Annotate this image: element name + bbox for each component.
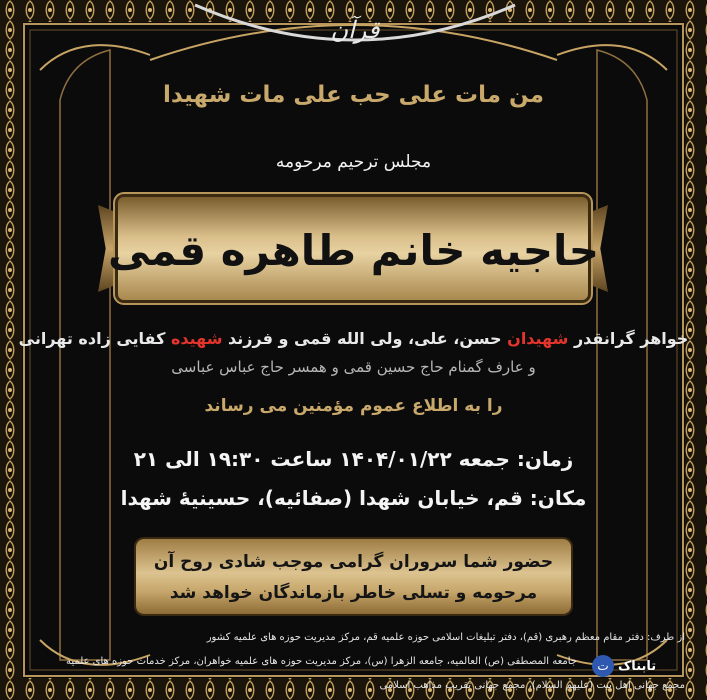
deceased-name: حاجیه خانم طاهره قمی	[107, 226, 600, 275]
credits-line-2: جامعه المصطفی (ص) العالمیه، جامعه الزهرا (س)، مرکز مدیریت حوزه های علمیه خواهران، مرکز خدمات حوزه های علمیه	[66, 656, 577, 667]
time-line: زمان: جمعه ۱۴۰۴/۰۱/۲۲ ساعت ۱۹:۳۰ الی ۲۱	[133, 447, 574, 471]
place-line: مکان: قم، خیابان شهدا (صفائیه)، حسینیهٔ شهدا	[120, 486, 587, 510]
martyrs-word: شهیدان	[507, 329, 569, 348]
credits-line-3: مجمع جهانی اهل بیت (علیهم السلام)، مجمع جهانی تقریب مذاهب اسلامی	[379, 680, 685, 691]
relations-middle: حسن، علی، ولی الله قمی و فرزند	[228, 329, 502, 348]
relations-line	[0, 329, 707, 348]
watermark-text: تابناک	[618, 658, 657, 674]
ceremony-title: مجلس ترحیم مرحومه	[275, 152, 432, 172]
plaque-line-2: مرحومه و تسلی خاطر بازماندگان خواهد شد	[169, 583, 538, 603]
announcement: را به اطلاع عموم مؤمنین می رساند	[204, 396, 503, 416]
watermark	[592, 651, 687, 681]
tagline: من مات علی حب علی مات شهیدا	[163, 82, 544, 108]
martyr-word: شهیده	[170, 329, 223, 348]
header-calligraphy	[185, 0, 525, 60]
header-calligraphy-text: قرآن	[330, 16, 380, 44]
relations-suffix: کفایی زاده تهرانی	[18, 329, 166, 348]
relations-line-2: و عارف گمنام حاج حسین قمی و همسر حاج عباس عباسی	[171, 358, 536, 376]
credits-line-1: از طرف: دفتر مقام معظم رهبری (قم)، دفتر تبلیغات اسلامی حوزه علمیه قم، مرکز مدیریت حوزه های علمیه کشور	[206, 632, 685, 643]
watermark-logo-icon: ت	[592, 655, 614, 677]
plaque-line-1: حضور شما سروران گرامی موجب شادی روح آن	[153, 552, 554, 572]
relations-prefix: خواهر گرانقدر	[573, 329, 689, 348]
